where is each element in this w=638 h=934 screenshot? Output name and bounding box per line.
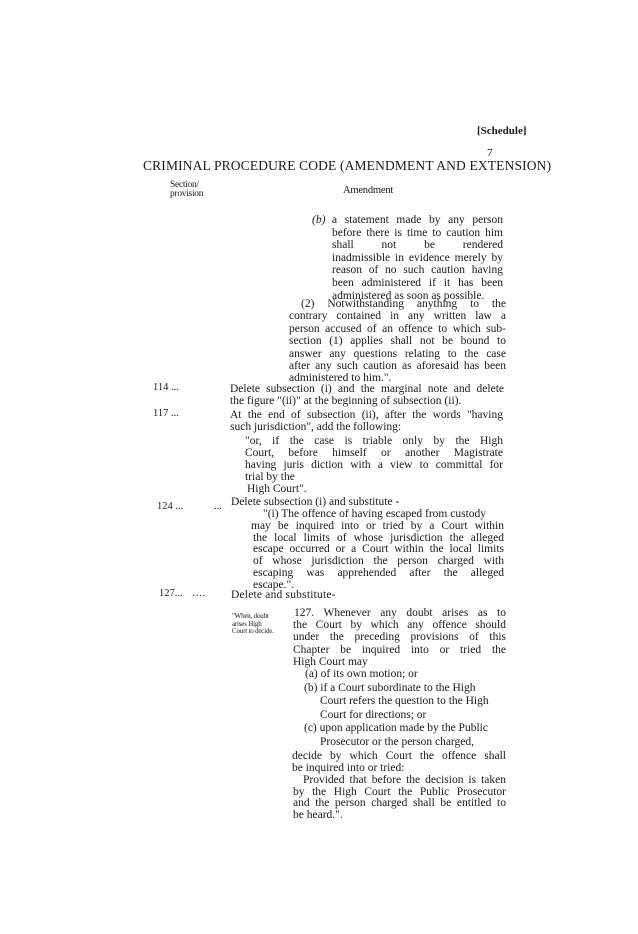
text-line: Court for directions; or [320,708,427,721]
text-line: been administered if it has been [332,276,503,289]
column-heading-amendment: Amendment [343,185,394,196]
text-line: after any such caution as aforesaid has been [289,360,506,373]
text-line: and the person charged shall be entitled to [293,797,506,810]
section-number-114: 114 ... [153,382,179,393]
quote-117 [245,435,503,495]
text-line: Court, before himself or another Magistrate [245,447,503,459]
text-line: the figure "(ii)" at the beginning of subsection (ii). [230,395,462,407]
text-line: Delete subsection (i) and the marginal note and delete [230,383,504,395]
text-line: having juris diction with a view to committal for [245,459,503,471]
text-line: administered to him.". [289,372,392,385]
amendment-114 [230,383,504,407]
text-line: At the end of subsection (ii), after the words "having [230,409,503,421]
clause-c: (c) upon application made by the Public [304,722,488,735]
clause-b-text [332,214,503,302]
text-line: escaping was apprehended after the alleged [253,566,504,579]
text-line: by the High Court the Public Prosecutor [293,785,506,798]
text-line: 127. Whenever any doubt arises as to [294,607,506,619]
page-title: CRIMINAL PROCEDURE CODE (AMENDMENT AND EXTENSION) [143,158,552,173]
clause-a: (a) of its own motion; or [305,668,418,680]
text-line: the Court by which any offence should [293,619,506,632]
amendment-124-intro: Delete subsection (i) and substitute - [231,496,400,508]
page-number: 7 [487,147,493,159]
section-dots-124: ... [214,501,222,512]
section-number-117: 117 ... [153,408,179,419]
text-line: decide by which Court the offence shall [292,750,506,762]
text-line: answer any questions relating to the case [289,347,506,360]
text-line: Court refers the question to the High [320,695,489,708]
text-line: Prosecutor or the person charged, [320,735,475,748]
section-number-124: 124 ... [157,501,184,512]
text-line: trial by the [245,471,295,483]
text-line: High Court may [293,655,368,668]
section-number-127: 127... [159,588,183,599]
text-line: be heard.". [293,808,343,821]
text-line: person accused of an offence to which sub- [289,322,506,335]
text-line: administered as soon as possible. [332,289,485,302]
text-line: the local limits of whose jurisdiction the alleged [253,531,504,544]
text-line: may be inquired into or tried by a Court within [251,519,504,532]
text-line: contrary contained in any written law a [289,310,506,323]
text-line: such jurisdiction", add the following: [230,421,402,433]
text-line: a statement made by any person [332,214,503,226]
text-line: High Court". [247,483,307,495]
text-line: be inquired into or tried: [292,761,405,774]
text-line: of whose jurisdiction the person charged with [253,555,504,568]
section-127-tail [292,751,506,774]
text-line: (2) Notwithstanding anything to the [301,298,506,310]
marginal-note-127: "When, doubt arises High Court to decide. [232,612,274,635]
text-line: before there is time to caution him [332,226,503,239]
text-line: Chapter be inquired into or tried the [293,643,506,656]
text-line: section (1) applies shall not be bound to [289,335,506,348]
text-line: inadmissible in evidence merely by [332,251,503,264]
clause-b: (b) if a Court subordinate to the High [304,681,476,694]
amendment-117 [230,409,503,433]
text-line: "or, if the case is triable only by the High [245,435,503,447]
section-127-text [293,607,506,668]
quote-124 [253,509,504,592]
text-line: "(i) The offence of having escaped from custody [263,508,487,520]
column-heading-section: Section/ provision [170,180,204,199]
clause-b-marker: (b) [312,214,326,226]
text-line: Provided that before the decision is taken [303,774,506,786]
text-line: escape.". [253,578,295,591]
section-127-clauses [304,668,489,750]
text-line: reason of no such caution having [332,264,503,277]
text-line: under the preceding provisions of this [293,631,506,644]
amendment-127-intro: Delete and substitute- [231,589,336,601]
text-line: escape occurred or a Court within the local limits [253,543,504,556]
section-dots-127: …. [192,588,206,599]
subsection-2-text [289,298,506,385]
section-127-proviso [293,775,506,821]
schedule-label: [Schedule] [477,125,527,137]
text-line: shall not be rendered [332,239,503,252]
